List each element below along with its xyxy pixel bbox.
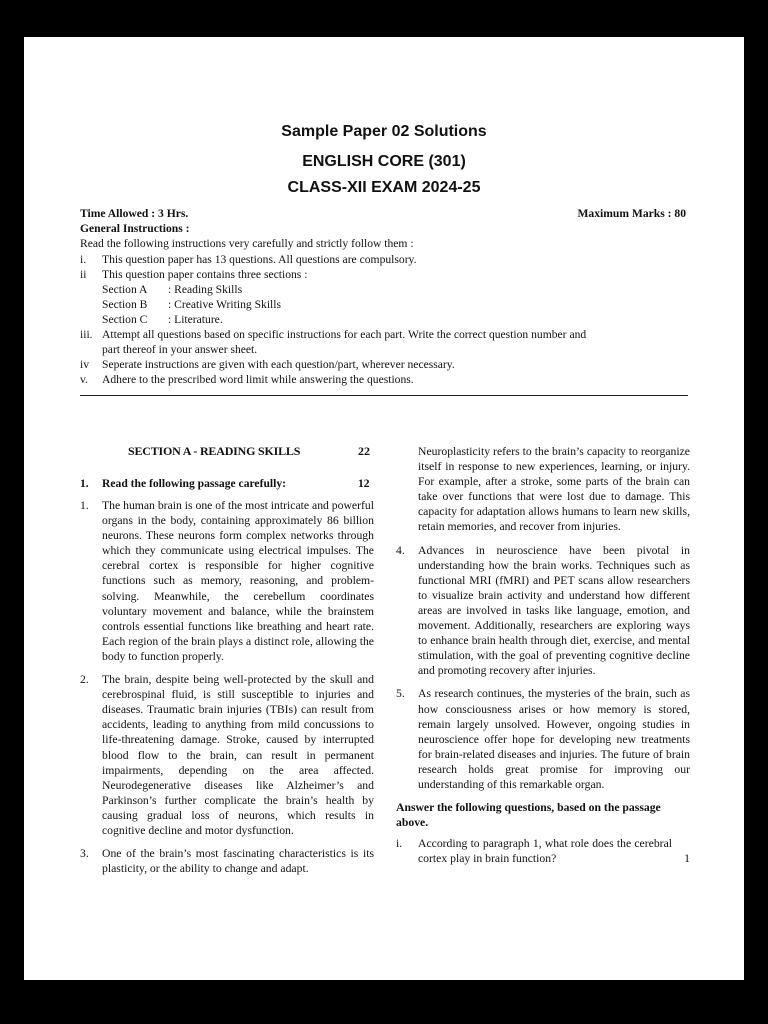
general-instructions-heading: General Instructions : — [80, 222, 190, 235]
passage-paragraph — [396, 543, 690, 679]
section-description: : Literature. — [168, 313, 223, 326]
section-name: Section A — [102, 283, 148, 296]
answer-prompt: Answer the following questions, based on the passage above. — [396, 801, 661, 830]
instruction-item — [80, 372, 688, 387]
sub-question — [396, 836, 690, 866]
paragraph-text: The brain, despite being well-protected by the skull and cerebrospinal fluid, is still susceptible to injuries and diseases. Traumatic brain injuries (TBIs) can result from accidents, leading to anything from mild concussions to life-threatening damage. Stroke, caused by interrupted blood flow to the brain, can result in permanent impairments, depending on the area affected. Neurodegenerative diseases like Alzheimer’s and Parkinson’s further complicate the brain’s health by causing gradual loss of neurons, which results in cognitive decline and motor dysfunction. — [102, 673, 374, 837]
instruction-number: v. — [80, 373, 88, 386]
passage-paragraph — [80, 846, 374, 876]
passage-paragraph-continued — [418, 444, 690, 535]
instruction-text: Attempt all questions based on specific instructions for each part. Write the correct question number and — [102, 328, 587, 341]
question-marks: 12 — [358, 477, 370, 490]
right-column — [396, 444, 690, 866]
section-a-title: SECTION A - READING SKILLS — [128, 444, 301, 458]
question-prompt: Read the following passage carefully: — [102, 477, 286, 490]
exam-page — [24, 37, 744, 980]
divider — [80, 395, 688, 396]
paragraph-text: The human brain is one of the most intricate and powerful organs in the body, containing approximately 86 billion neurons. These neurons form complex networks through which they communicate using electrical impulses. The cerebral cortex is responsible for higher cognitive functions such as memory, reasoning, and problem-solving. Meanwhile, the cerebellum coordinates voluntary movement and balance, while the brainstem controls essential functions like breathing and heart rate. Each region of the brain plays a distinct role, allowing the body to function properly. — [102, 499, 374, 663]
instruction-item — [80, 327, 688, 357]
paragraph-number: 4. — [396, 543, 405, 557]
instructions-intro: Read the following instructions very carefully and strictly follow them : — [80, 237, 414, 250]
time-allowed: Time Allowed : 3 Hrs. — [80, 207, 189, 220]
paragraph-text: As research continues, the mysteries of the brain, such as how consciousness arises or how memory is stored, remain largely unsolved. However, ongoing studies in neuroscience offer hope for developing new treatments for brain-related diseases and injuries. The future of brain research holds great promise for improving our understanding of this remarkable organ. — [418, 687, 690, 791]
instruction-text: Seperate instructions are given with each question/part, wherever necessary. — [102, 358, 455, 371]
instruction-item — [80, 357, 688, 372]
instruction-text: This question paper contains three sections : — [102, 268, 308, 281]
paragraph-number: 5. — [396, 687, 405, 701]
instruction-text: Adhere to the prescribed word limit while answering the questions. — [102, 373, 414, 386]
paragraph-text: Neuroplasticity refers to the brain’s capacity to reorganize itself in response to new experiences, learning, or injury. For example, after a stroke, some parts of the brain can take over functions that were lost due to damage. This capacity for adaptation allows humans to learn new skills, retain memories, and recover from injuries. — [418, 445, 690, 534]
instruction-number: iv — [80, 358, 90, 371]
maximum-marks: Maximum Marks : 80 — [577, 207, 686, 220]
instruction-number: iii. — [80, 328, 93, 341]
instruction-text: This question paper has 13 questions. All questions are compulsory. — [102, 253, 417, 266]
section-description: : Creative Writing Skills — [168, 298, 281, 311]
section-name: Section C — [102, 313, 148, 326]
paper-title: Sample Paper 02 Solutions — [281, 123, 487, 140]
instruction-text-continued: part thereof in your answer sheet. — [102, 343, 258, 356]
section-name: Section B — [102, 298, 148, 311]
class-exam-title: CLASS-XII EXAM 2024-25 — [287, 179, 481, 196]
paragraph-number: 1. — [80, 499, 89, 512]
paragraph-text: One of the brain’s most fascinating characteristics is its plasticity, or the ability to change and adapt. — [102, 847, 374, 876]
subject-title: ENGLISH CORE (301) — [302, 153, 466, 170]
instruction-number: i. — [80, 253, 87, 266]
section-a-marks: 22 — [358, 444, 370, 458]
paragraph-text: Advances in neuroscience have been pivotal in understanding how the brain works. Techniques such as functional MRI (fMRI) and PET scans allow researchers to visualize brain activity and understand how different areas are involved in tasks like language, emotion, and movement. Additionally, researchers are exploring ways to enhance brain health through diet, exercise, and mental stimulation, with the goal of preventing cognitive decline and promoting recovery after injuries. — [418, 543, 690, 678]
left-column — [80, 498, 374, 876]
instruction-number: ii — [80, 268, 87, 281]
instruction-item — [80, 252, 688, 267]
question-number: 1. — [80, 477, 89, 490]
passage-paragraph — [80, 498, 374, 664]
paragraph-number: 3. — [80, 847, 89, 861]
paragraph-number: 2. — [80, 673, 89, 687]
instruction-item — [80, 267, 688, 282]
sub-question-text: According to paragraph 1, what role does the cerebral cortex play in brain function? — [418, 837, 672, 866]
passage-paragraph — [80, 672, 374, 838]
sub-question-number: i. — [396, 837, 403, 851]
sub-question-marks: 1 — [684, 852, 690, 866]
section-description: : Reading Skills — [168, 283, 243, 296]
passage-paragraph — [396, 686, 690, 792]
